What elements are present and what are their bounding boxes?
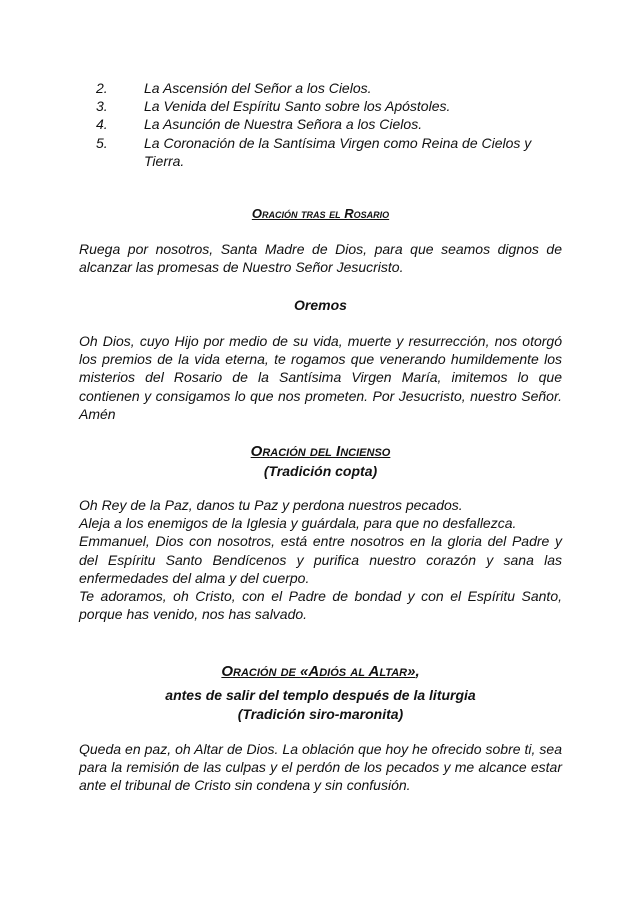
- list-item-text: La Ascensión del Señor a los Cielos.: [144, 80, 372, 96]
- oremos-heading: Oremos: [294, 297, 347, 313]
- incienso-line: Aleja a los enemigos de la Iglesia y guárdala, para que no desfallezca.: [79, 515, 517, 532]
- incienso-subheading: (Tradición copta): [263, 463, 378, 479]
- incienso-line: Te adoramos, oh Cristo, con el Padre de bondad y con el Espíritu Santo, porque has venido, nos has salvado.: [79, 588, 562, 623]
- list-item-number: 2.: [96, 80, 108, 96]
- altar-heading-prefix: Oración de: [221, 663, 301, 680]
- list-item: [96, 97, 566, 115]
- oremos-prayer: [79, 332, 562, 423]
- altar-subheading: antes de salir del templo después de la liturgia: [165, 687, 476, 703]
- rosario-prayer-text: Ruega por nosotros, Santa Madre de Dios, para que seamos dignos de alcanzar las promesas de Nuestro Señor Jesucristo.: [79, 241, 562, 276]
- list-item-text: La Asunción de Nuestra Señora a los Cielos.: [144, 116, 423, 133]
- altar-tradition: (Tradición siro-maronita): [237, 706, 404, 722]
- altar-prayer: [79, 740, 562, 795]
- mysteries-list: [96, 79, 566, 170]
- list-item: [96, 79, 566, 97]
- rosario-prayer: [79, 240, 562, 276]
- list-item: [96, 134, 566, 170]
- incienso-heading: Oración del Incienso: [250, 443, 391, 460]
- altar-heading-suffix: ,: [415, 663, 420, 680]
- rosario-heading: Oración tras el Rosario: [251, 206, 390, 221]
- incienso-line: Oh Rey de la Paz, danos tu Paz y perdona nuestros pecados.: [79, 497, 463, 513]
- incienso-line: Emmanuel, Dios con nosotros, está entre nosotros en la gloria del Padre y del Espíritu Santo Bendícenos y purifica nuestro corazón y sana las enfermedades del alma y del cuerpo.: [79, 533, 562, 586]
- altar-prayer-text: Queda en paz, oh Altar de Dios. La oblación que hoy he ofrecido sobre ti, sea para la remisión de las culpas y el perdón de los pecados y me alcance estar ante el tribunal de Cristo sin condena y sin confusión.: [79, 741, 562, 794]
- altar-heading-main: «Adiós al Altar»: [300, 663, 416, 680]
- incienso-prayer: [79, 496, 562, 623]
- list-item-number: 4.: [96, 116, 108, 133]
- oremos-prayer-text: Oh Dios, cuyo Hijo por medio de su vida, muerte y resurrección, nos otorgó los premios de la vida eterna, te rogamos que venerando humildemente los misterios del Rosario de la Santísima Virgen María, imitemos lo que contienen y consigamos lo que nos prometen. Por Jesucristo, nuestro Señor. Amén: [79, 333, 562, 422]
- list-item-number: 3.: [96, 98, 108, 115]
- list-item-text: La Venida del Espíritu Santo sobre los Apóstoles.: [144, 98, 451, 115]
- altar-heading: [79, 663, 562, 680]
- list-item: [96, 115, 566, 133]
- list-item-text: La Coronación de la Santísima Virgen como Reina de Cielos y Tierra.: [144, 134, 532, 169]
- list-item-number: 5.: [96, 134, 108, 151]
